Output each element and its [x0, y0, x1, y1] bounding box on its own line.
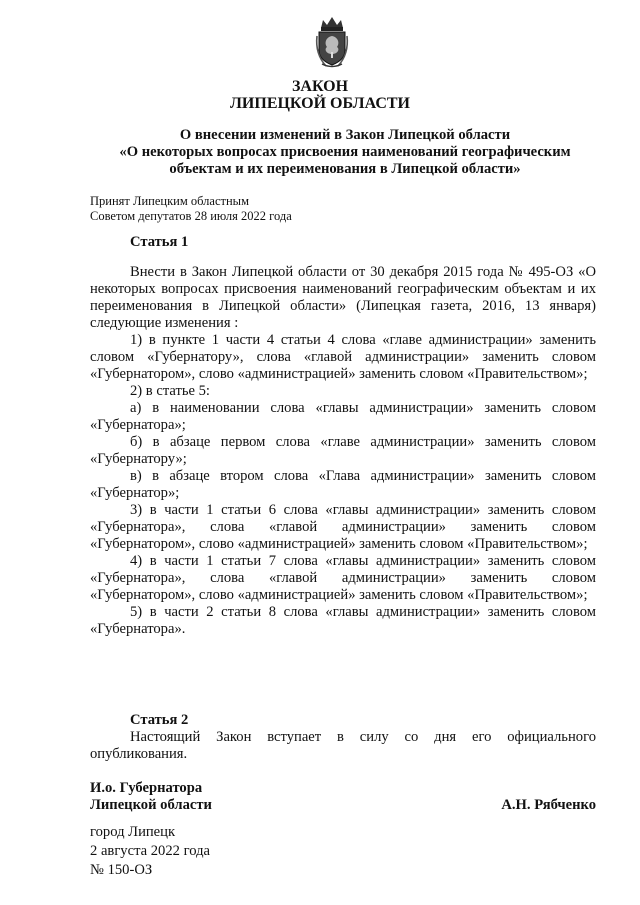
- article-2-text: Настоящий Закон вступает в силу со дня его официального опубликования.: [90, 729, 596, 762]
- law-number: № 150-ОЗ: [90, 862, 153, 878]
- signatory-region: Липецкой области: [90, 797, 212, 813]
- law-title: ЗАКОН: [291, 78, 349, 95]
- article-1-intro: Внести в Закон Липецкой области от 30 декабря 2015 года № 495-ОЗ «О некоторых вопросах присвоения наименований географическим объектам и их переименования в Липецкой области» (Липецкая газета, 2016, 13 января) следующие изменения :: [90, 264, 596, 331]
- amendment-item: а) в наименовании слова «главы администрации» заменить словом «Губернатора»;: [90, 400, 596, 433]
- subject-line: объектам и их переименования в Липецкой области»: [169, 161, 521, 177]
- article-2-heading: Статья 2: [130, 712, 189, 728]
- law-subject: [60, 127, 630, 178]
- amendment-item: в) в абзаце втором слова «Глава администрации» заменить словом «Губернатор»;: [90, 468, 596, 501]
- subject-line: «О некоторых вопросах присвоения наименований географическим: [119, 144, 571, 160]
- signatory-name: А.Н. Рябченко: [501, 797, 596, 813]
- article-1-body: [90, 264, 596, 638]
- law-region: ЛИПЕЦКОЙ ОБЛАСТИ: [230, 95, 410, 112]
- issuance-date: 2 августа 2022 года: [90, 843, 210, 859]
- issuance-details: [90, 823, 210, 880]
- amendment-item: б) в абзаце первом слова «главе администрации» заменить словом «Губернатору»;: [90, 434, 596, 467]
- amendment-item: 3) в части 1 статьи 6 слова «главы администрации» заменить словом «Губернатора», слова «главой администрации» заменить словом «Губернатором», слово «администрацией» заменить словом «Правительством»;: [90, 502, 596, 552]
- signatory-position: И.о. Губернатора: [90, 780, 203, 796]
- adoption-note: [90, 194, 292, 224]
- article-1-heading: Статья 1: [130, 234, 189, 250]
- subject-line: О внесении изменений в Закон Липецкой области: [179, 127, 511, 143]
- amendment-item: 5) в части 2 статьи 8 слова «главы администрации» заменить словом «Губернатора».: [90, 604, 596, 637]
- adoption-line: Советом депутатов 28 июля 2022 года: [90, 209, 292, 223]
- amendment-item: 4) в части 1 статьи 7 слова «главы администрации» заменить словом «Губернатора», слова «главой администрации» заменить словом «Губернатором», слово «администрацией» заменить словом «Правительством»;: [90, 553, 596, 603]
- amendment-item: 2) в статье 5:: [130, 383, 210, 399]
- adoption-line: Принят Липецким областным: [90, 194, 249, 208]
- amendment-item: 1) в пункте 1 части 4 статьи 4 слова «главе администрации» заменить словом «Губернатору», слова «главой администрации» заменить словом «Губернатором», слово «администрацией» заменить словом «Правительством»;: [90, 332, 596, 382]
- article-2-body: [90, 729, 596, 763]
- issuance-city: город Липецк: [90, 824, 176, 840]
- signature-block: [90, 780, 596, 814]
- lipetsk-coat-of-arms-icon: [314, 14, 350, 68]
